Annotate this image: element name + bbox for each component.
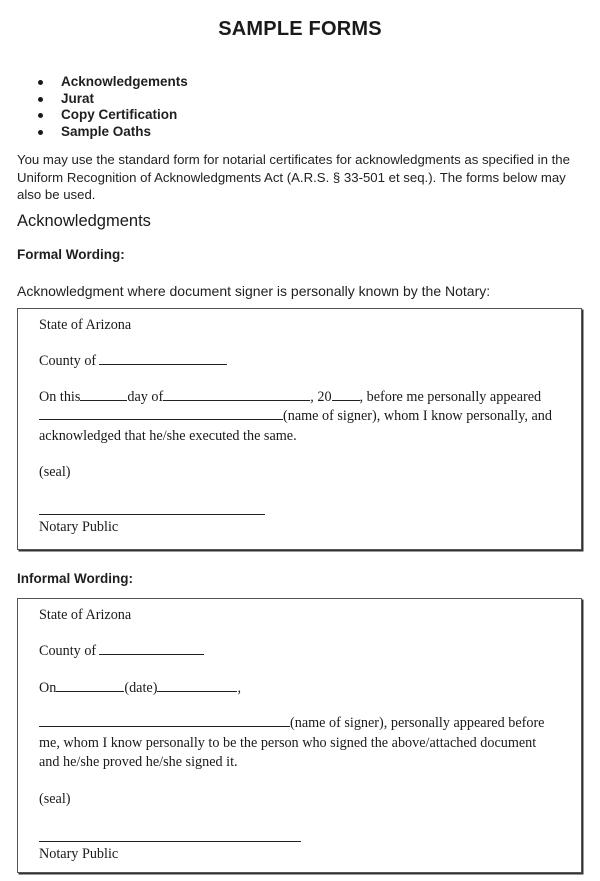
bullet-icon	[38, 130, 43, 135]
proved-line: and he/she proved he/she signed it.	[39, 754, 238, 770]
state-line: State of Arizona	[39, 317, 132, 333]
list-item: Acknowledgements	[38, 74, 188, 91]
executed-line: acknowledged that he/she executed the same.	[39, 428, 297, 444]
seal-label: (seal)	[39, 464, 71, 480]
personally-known-line: me, whom I know personally to be the person who signed the above/attached document	[39, 735, 537, 751]
county-blank[interactable]	[99, 352, 227, 365]
list-item: Sample Oaths	[38, 124, 188, 141]
informal-heading: Informal Wording:	[17, 571, 133, 586]
on-blank[interactable]	[56, 679, 124, 692]
date-line: On this day of , 20 , before me personally appeared	[39, 389, 542, 405]
bullet-icon	[38, 113, 43, 118]
signature-line[interactable]	[39, 514, 265, 515]
signature-line[interactable]	[39, 841, 301, 842]
date-blank[interactable]	[157, 679, 237, 692]
month-blank[interactable]	[163, 388, 310, 401]
formal-heading: Formal Wording:	[17, 247, 125, 262]
county-blank[interactable]	[99, 642, 204, 655]
signer-line: (name of signer), personally appeared before	[39, 714, 544, 732]
list-item: Jurat	[38, 91, 188, 108]
formal-form-box	[17, 308, 582, 550]
section-heading: Acknowledgments	[17, 212, 151, 230]
day-blank[interactable]	[80, 388, 127, 401]
bullet-icon	[38, 97, 43, 102]
county-line: County of	[39, 642, 204, 660]
list-item: Copy Certification	[38, 107, 188, 124]
formal-description: Acknowledgment where document signer is personally known by the Notary:	[17, 283, 491, 299]
state-line: State of Arizona	[39, 607, 132, 623]
notary-label: Notary Public	[39, 519, 119, 535]
notary-label: Notary Public	[39, 846, 119, 862]
year-blank[interactable]	[332, 388, 360, 401]
signer-name-blank[interactable]	[39, 714, 290, 727]
page-title: SAMPLE FORMS	[218, 18, 382, 40]
bullet-icon	[38, 80, 43, 85]
informal-form-box	[17, 598, 582, 873]
signer-line: (name of signer), whom I know personally, and	[39, 407, 552, 425]
forms-list	[38, 74, 188, 140]
seal-label: (seal)	[39, 791, 71, 807]
county-line: County of	[39, 352, 227, 370]
date-line: On (date) ,	[39, 680, 241, 696]
signer-name-blank[interactable]	[39, 407, 283, 420]
intro-paragraph: You may use the standard form for notarial certificates for acknowledgments as specified in the Uniform Recognition of Acknowledgments Act (A.R.S. § 33-501 et seq.). The forms below may also be used.	[17, 152, 570, 202]
